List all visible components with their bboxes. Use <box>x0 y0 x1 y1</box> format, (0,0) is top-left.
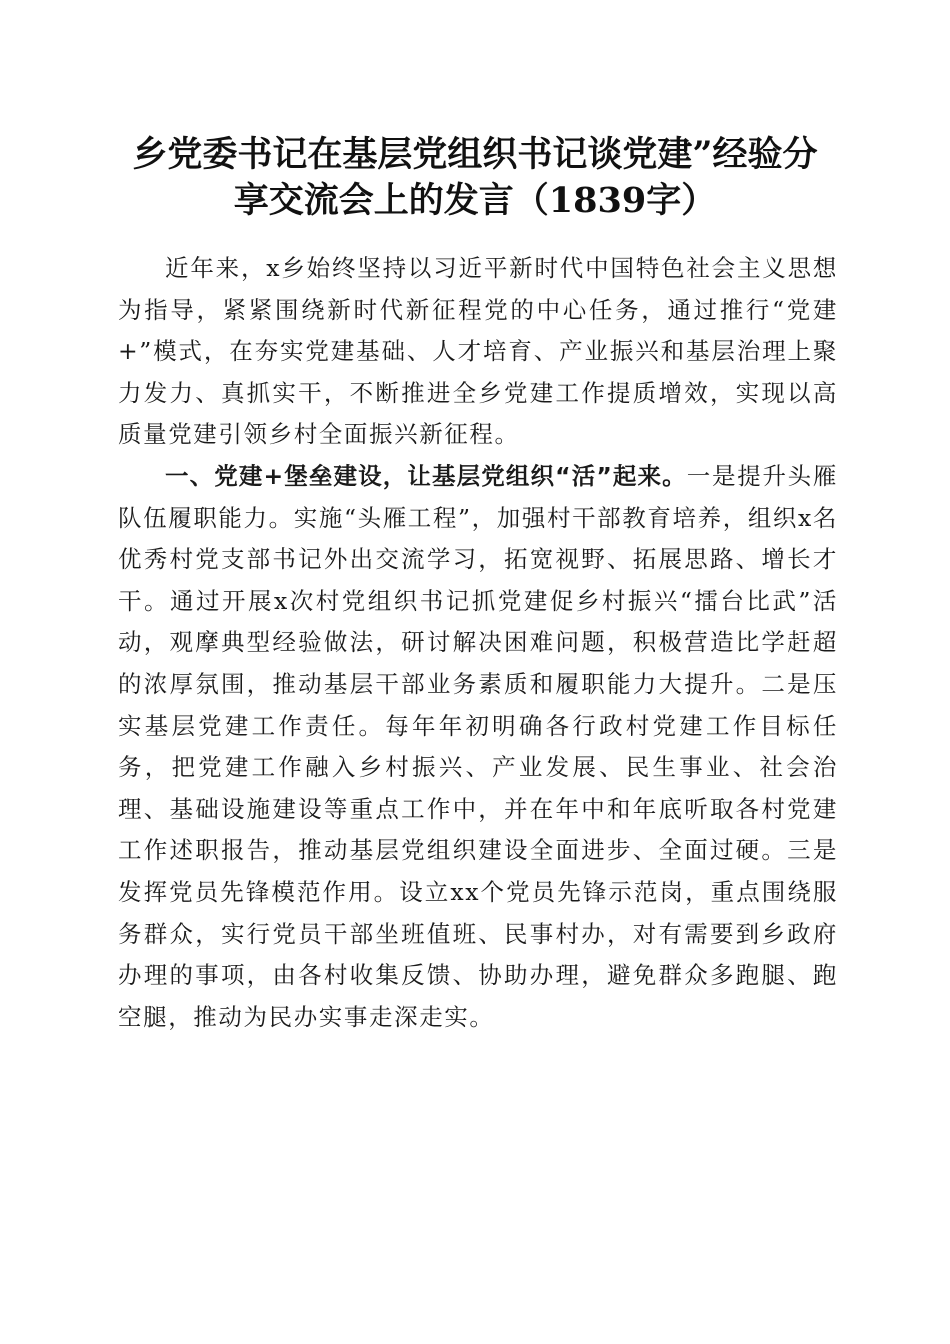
intro-paragraph <box>118 248 838 456</box>
section-one-paragraph <box>118 456 838 1038</box>
section-one-heading: 一、党建+堡垒建设，让基层党组织“活”起来。 <box>165 461 687 490</box>
document-title <box>100 132 850 224</box>
title-line-1: 乡党委书记在基层党组织书记谈党建”经验分 <box>132 134 818 175</box>
intro-paragraph-text: 近年来，x乡始终坚持以习近平新时代中国特色社会主义思想为指导，紧紧围绕新时代新征程党的中心任务，通过推行“党建+”模式，在夯实党建基础、人才培育、产业振兴和基层治理上聚力发力、真抓实干，不断推进全乡党建工作提质增效，实现以高质量党建引领乡村全面振兴新征程。 <box>118 254 838 449</box>
section-one-text: 一是提升头雁队伍履职能力。实施“头雁工程”，加强村干部教育培养，组织x名优秀村党支部书记外出交流学习，拓宽视野、拓展思路、增长才干。通过开展x次村党组织书记抓党建促乡村振兴“擂台比武”活动，观摩典型经验做法，研讨解决困难问题，积极营造比学赶超的浓厚氛围，推动基层干部业务素质和履职能力大提升。二是压实基层党建工作责任。每年年初明确各行政村党建工作目标任务，把党建工作融入乡村振兴、产业发展、民生事业、社会治理、基础设施建设等重点工作中，并在年中和年底听取各村党建工作述职报告，推动基层党组织建设全面进步、全面过硬。三是发挥党员先锋模范作用。设立xx个党员先锋示范岗，重点围绕服务群众，实行党员干部坐班值班、民事村办，对有需要到乡政府办理的事项，由各村收集反馈、协助办理，避免群众多跑腿、跑空腿，推动为民办实事走深走实。 <box>118 461 838 1031</box>
document-body <box>118 248 838 1038</box>
title-line-2: 享交流会上的发言（1839字） <box>233 180 717 221</box>
